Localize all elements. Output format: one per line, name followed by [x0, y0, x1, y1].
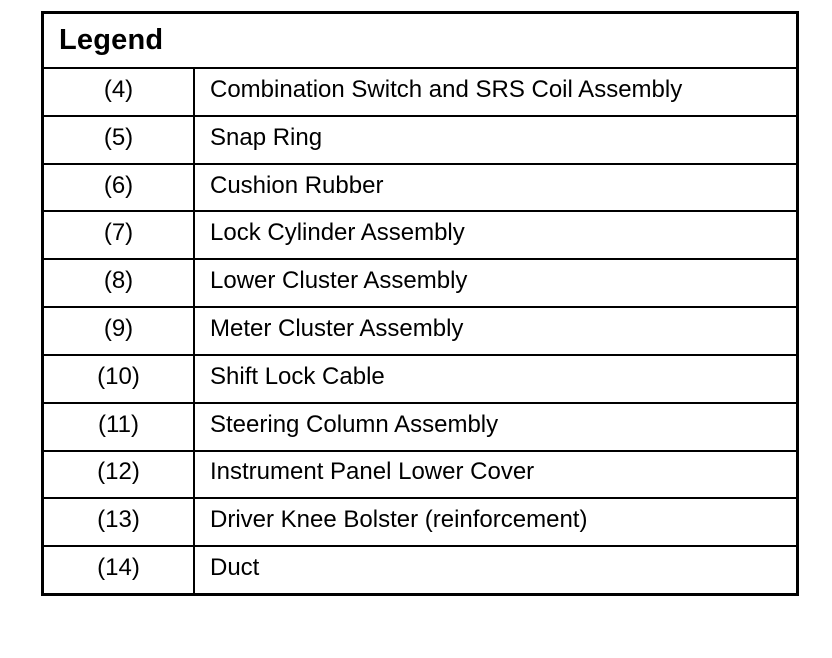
legend-item-description: Steering Column Assembly	[210, 410, 499, 438]
legend-item-number: (6)	[44, 165, 195, 211]
legend-row	[44, 117, 796, 165]
legend-item-number: (11)	[44, 404, 195, 450]
legend-title: Legend	[44, 14, 796, 69]
legend-item-description: Snap Ring	[210, 123, 323, 151]
legend-row	[44, 308, 796, 356]
legend-item-description: Lower Cluster Assembly	[210, 267, 468, 295]
legend-row	[44, 547, 796, 593]
legend-item-description: Meter Cluster Assembly	[210, 314, 464, 342]
legend-item-number: (4)	[44, 69, 195, 115]
legend-row	[44, 404, 796, 452]
legend-item-description: Driver Knee Bolster (reinforcement)	[210, 506, 588, 534]
legend-item-description: Lock Cylinder Assembly	[210, 219, 465, 247]
legend-item-number: (8)	[44, 260, 195, 306]
legend-item-number: (14)	[44, 547, 195, 593]
legend-item-description: Cushion Rubber	[210, 171, 384, 199]
legend-table	[41, 11, 799, 596]
legend-item-number: (10)	[44, 356, 195, 402]
legend-row	[44, 69, 796, 117]
legend-item-description: Instrument Panel Lower Cover	[210, 458, 535, 486]
legend-item-number: (5)	[44, 117, 195, 163]
legend-row	[44, 452, 796, 500]
legend-item-description: Duct	[210, 554, 260, 582]
legend-item-number: (13)	[44, 499, 195, 545]
legend-row	[44, 260, 796, 308]
legend-item-number: (9)	[44, 308, 195, 354]
legend-item-description: Shift Lock Cable	[210, 362, 385, 390]
legend-item-number: (7)	[44, 212, 195, 258]
legend-item-number: (12)	[44, 452, 195, 498]
legend-row	[44, 356, 796, 404]
legend-item-description: Combination Switch and SRS Coil Assembly	[210, 75, 683, 103]
legend-row	[44, 212, 796, 260]
legend-row	[44, 499, 796, 547]
legend-row	[44, 165, 796, 213]
